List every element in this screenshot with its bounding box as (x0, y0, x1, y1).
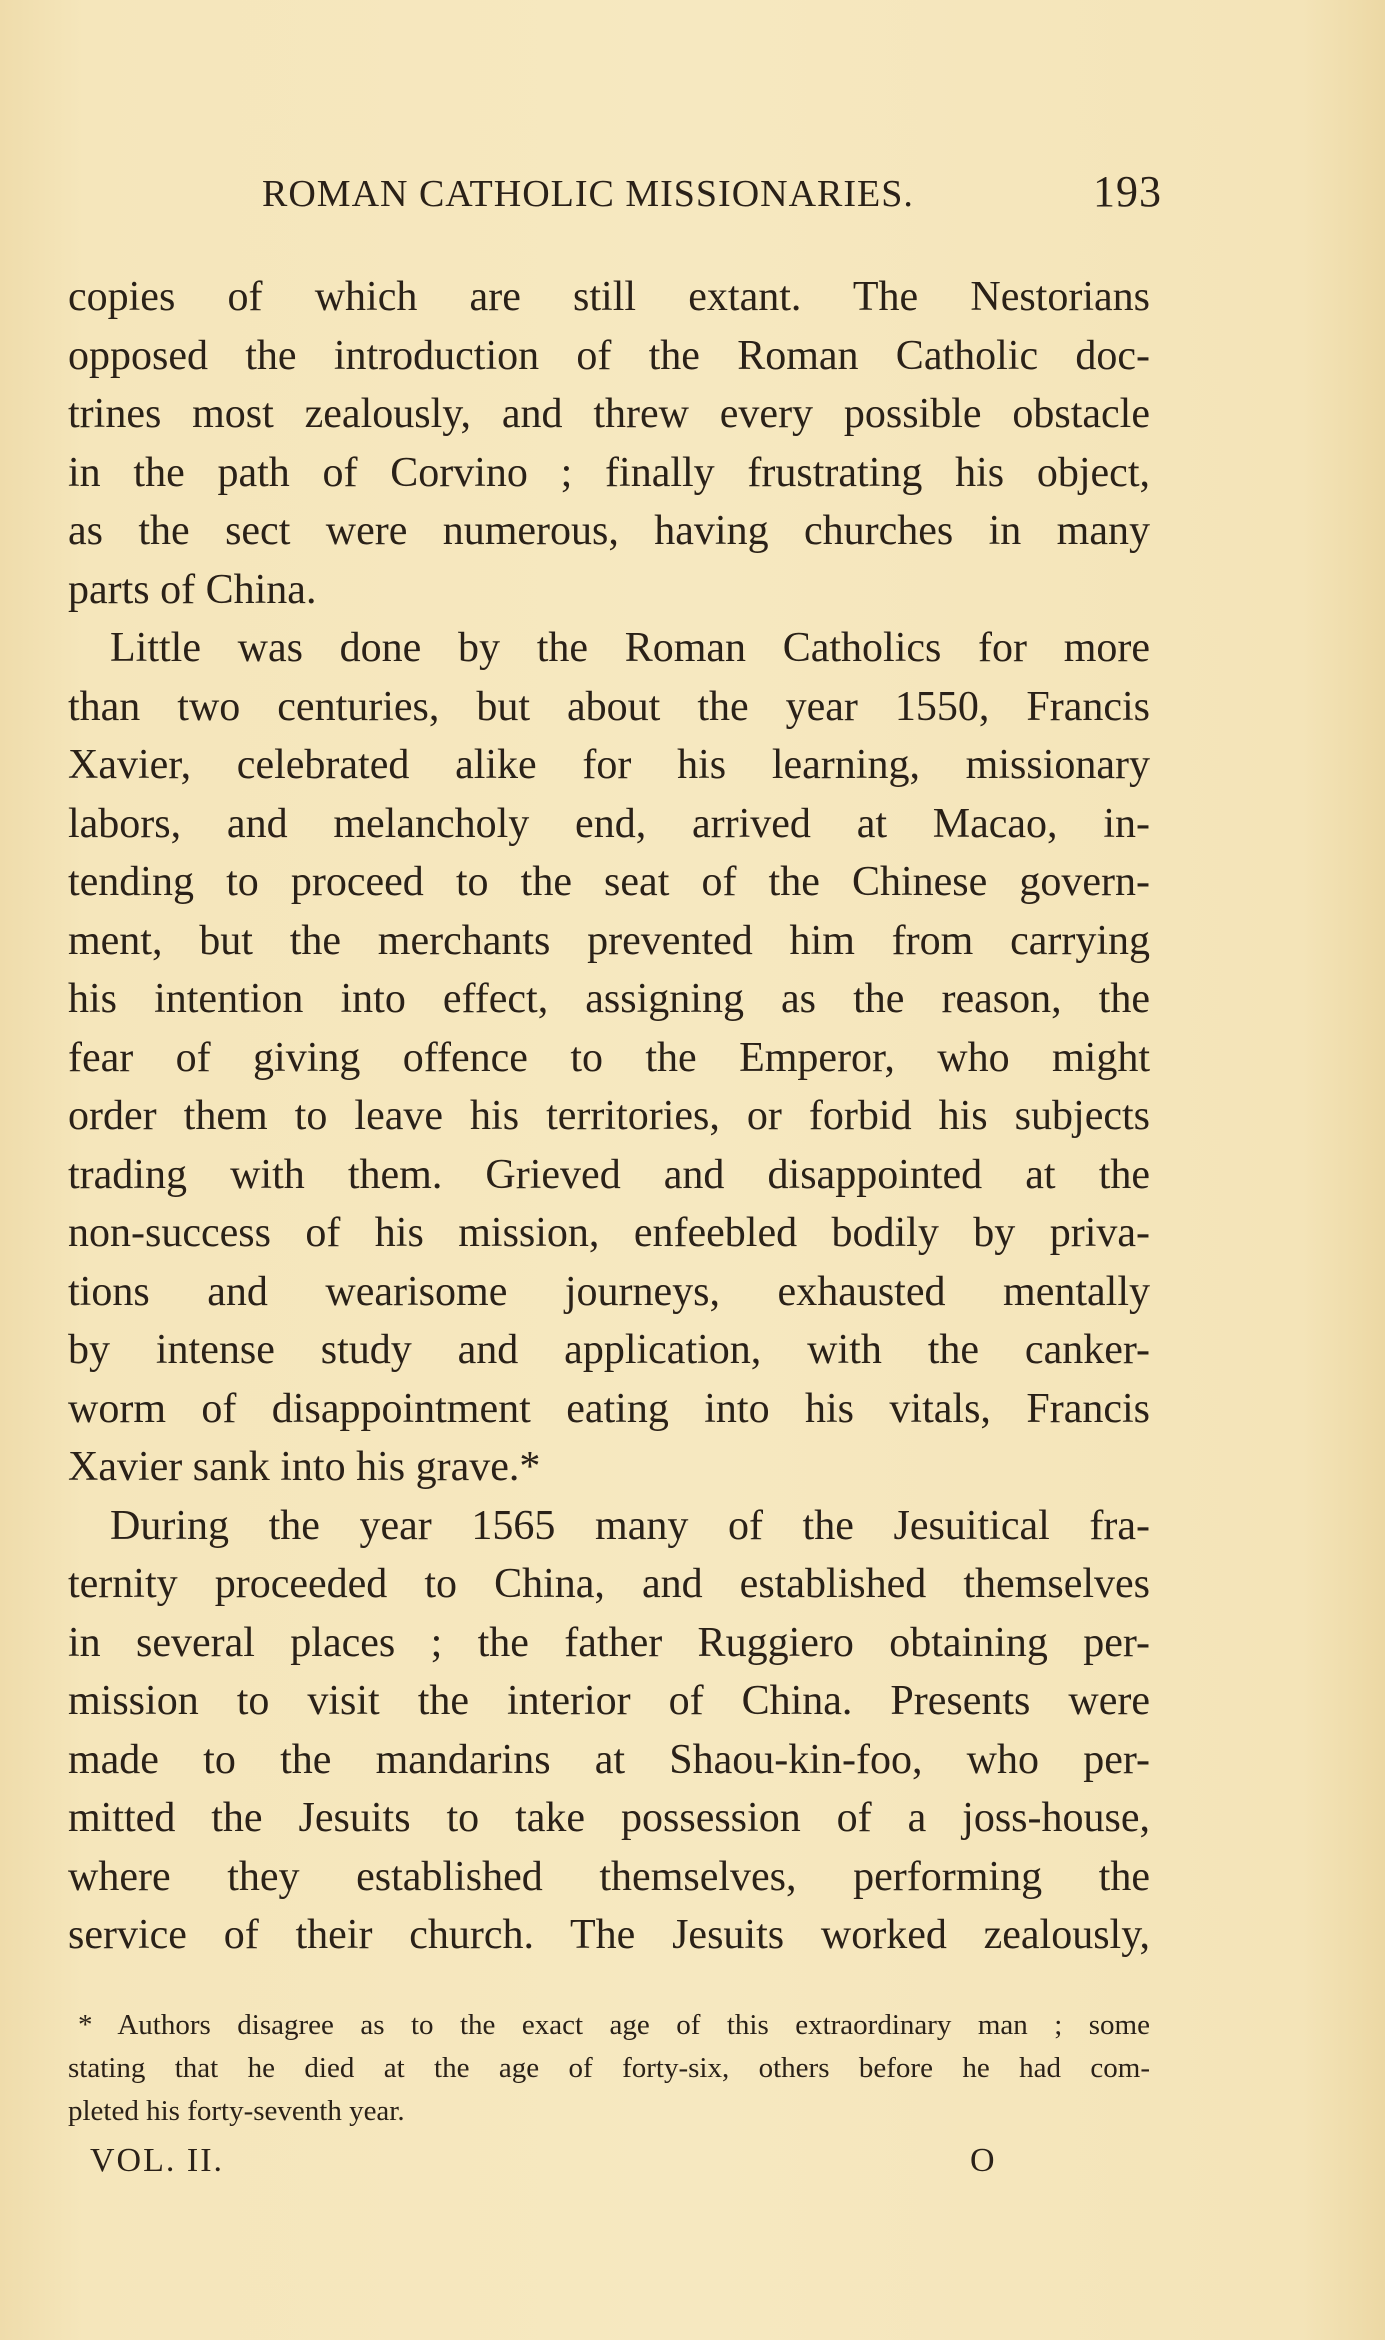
text-line: his intention into effect, assigning as the reason, the (68, 976, 1150, 1022)
text-line: trines most zealously, and threw every possible obstacle (68, 391, 1150, 437)
text-line: Little was done by the Roman Catholics for more (110, 625, 1150, 671)
text-line: by intense study and application, with the canker- (68, 1327, 1150, 1373)
text-line: order them to leave his territories, or forbid his subjects (68, 1093, 1150, 1139)
signature-mark: O (970, 2142, 995, 2179)
text-line: service of their church. The Jesuits worked zealously, (68, 1912, 1150, 1958)
text-line: mission to visit the interior of China. Presents were (68, 1678, 1150, 1724)
footnote-line: pleted his forty-seventh year. (68, 2095, 405, 2127)
text-line: than two centuries, but about the year 1550, Francis (68, 683, 1150, 730)
text-line: where they established themselves, performing the (68, 1853, 1150, 1900)
text-line: made to the mandarins at Shaou-kin-foo, who per- (68, 1736, 1150, 1783)
page-number: 193 (1093, 167, 1162, 216)
text-line: parts of China. (68, 566, 317, 613)
text-line: as the sect were numerous, having churches in many (68, 508, 1150, 554)
text-line: labors, and melancholy end, arrived at Macao, in- (68, 800, 1150, 847)
text-line: ternity proceeded to China, and established themselves (68, 1561, 1150, 1607)
footnote-line: * Authors disagree as to the exact age of this extraordinary man ; some (78, 2009, 1150, 2041)
text-line: tending to proceed to the seat of the Chinese govern- (68, 859, 1150, 905)
text-line: opposed the introduction of the Roman Catholic doc- (68, 332, 1150, 379)
text-line: trading with them. Grieved and disappointed at the (68, 1151, 1150, 1198)
body-text (68, 268, 1150, 1965)
text-line: in the path of Corvino ; finally frustrating his object, (68, 449, 1150, 496)
volume-label: VOL. II. (90, 2142, 225, 2179)
text-line: in several places ; the father Ruggiero obtaining per- (68, 1619, 1150, 1666)
text-line: Xavier sank into his grave.* (68, 1444, 541, 1490)
text-line: mitted the Jesuits to take possession of a joss-house, (68, 1795, 1150, 1841)
text-line: ment, but the merchants prevented him from carrying (68, 917, 1150, 964)
running-head (262, 167, 1162, 232)
footnote-line: stating that he died at the age of forty-six, others before he had com- (68, 2052, 1150, 2084)
text-line: fear of giving offence to the Emperor, who might (68, 1034, 1150, 1081)
running-head-title: ROMAN CATHOLIC MISSIONARIES. (262, 173, 914, 215)
text-line: non-success of his mission, enfeebled bodily by priva- (68, 1210, 1150, 1256)
signature-line (90, 2142, 995, 2192)
text-line: During the year 1565 many of the Jesuitical fra- (110, 1502, 1150, 1549)
text-line: copies of which are still extant. The Nestorians (68, 274, 1150, 320)
text-line: tions and wearisome journeys, exhausted mentally (68, 1268, 1150, 1315)
footnote (68, 2004, 1150, 2133)
text-line: Xavier, celebrated alike for his learning, missionary (68, 742, 1150, 788)
text-line: worm of disappointment eating into his vitals, Francis (68, 1385, 1150, 1432)
